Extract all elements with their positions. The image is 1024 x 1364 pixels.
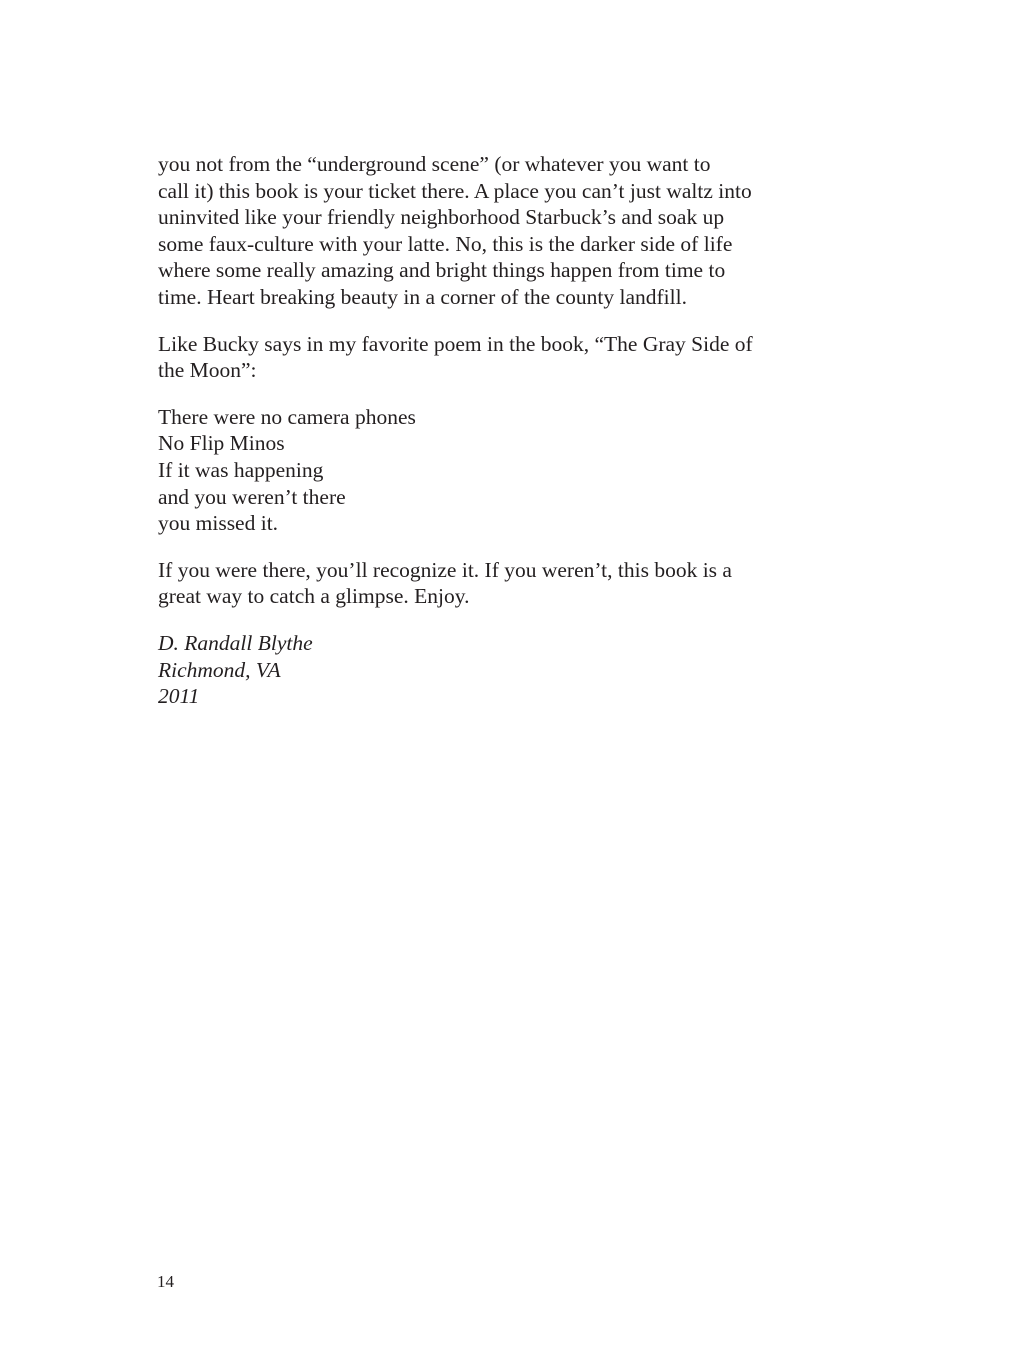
signature-block [158,630,808,710]
text-line: If you were there, you’ll recognize it. If you weren’t, this book is a [158,557,732,582]
poem-line: you missed it. [158,511,279,536]
paragraph-closing [158,557,808,610]
text-line: uninvited like your friendly neighborhood Starbuck’s and soak up [158,205,725,230]
poem-line: There were no camera phones [158,404,416,429]
poem-excerpt [158,404,808,537]
paragraph-intro [158,151,808,311]
poem-line: No Flip Minos [158,431,285,456]
paragraph-poem-reference [158,331,808,384]
text-line: time. Heart breaking beauty in a corner of the county landfill. [158,284,687,309]
text-line: Like Bucky says in my favorite poem in the book, “The Gray Side of [158,331,753,356]
poem-line: and you weren’t there [158,484,346,509]
signature-author: D. Randall Blythe [158,630,313,655]
text-line: where some really amazing and bright things happen from time to [158,258,726,283]
text-line: the Moon”: [158,358,257,383]
poem-line: If it was happening [158,457,324,482]
text-line: call it) this book is your ticket there. A place you can’t just waltz into [158,178,752,203]
signature-place: Richmond, VA [158,657,281,682]
signature-year: 2011 [158,684,200,709]
text-line: great way to catch a glimpse. Enjoy. [158,584,470,609]
page-number: 14 [157,1272,174,1291]
text-line: you not from the “underground scene” (or whatever you want to [158,152,711,176]
body-text [158,151,808,730]
text-line: some faux-culture with your latte. No, this is the darker side of life [158,231,733,256]
